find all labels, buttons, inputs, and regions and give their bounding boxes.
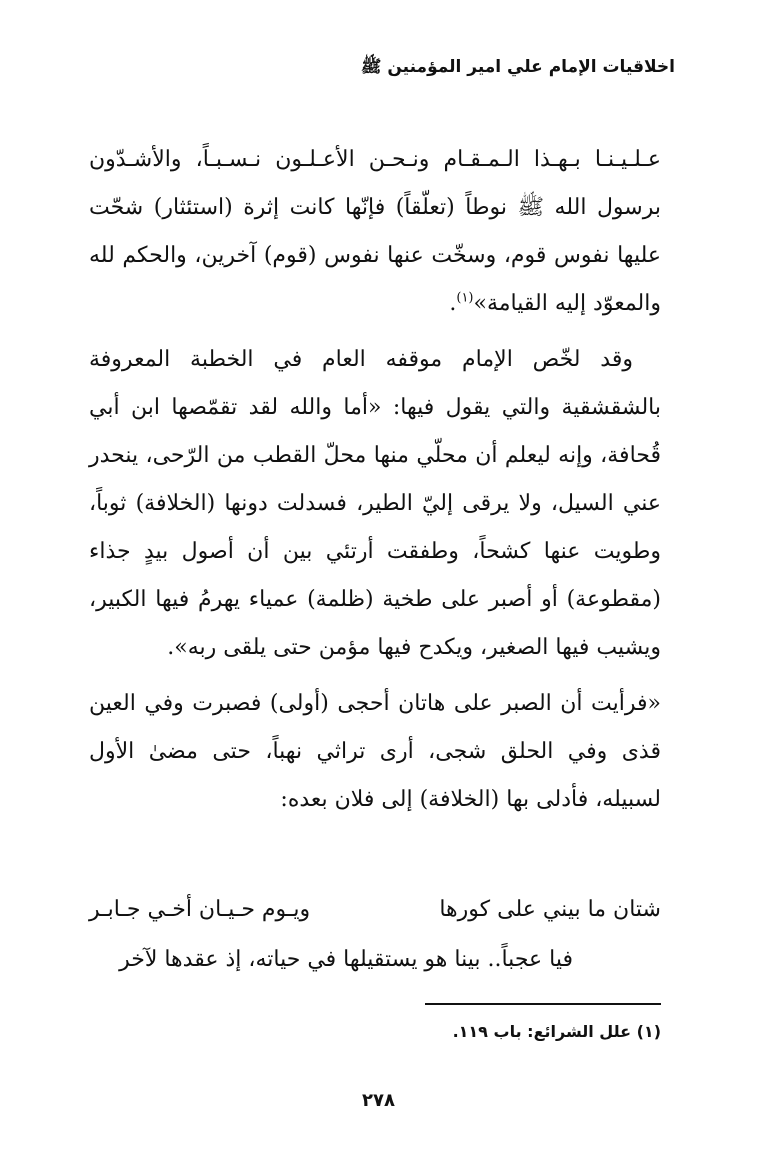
verse-line-1 [89,885,661,935]
paragraph-1 [89,136,661,328]
page-number: ٢٧٨ [362,1090,395,1111]
footnote-1: (١) علل الشرائع: باب ١١٩. [452,1022,661,1041]
running-header: اخلاقيات الإمام علي امير المؤمنين ﷺ [360,57,675,77]
paragraph-3: «فرأيت أن الصبر على هاتان أحجى (أولى) فصبرت وفي العين قذى وفي الحلق شجى، أرى تراثي نهباً، حتى مضىٰ الأول لسبيله، فأدلى بها (الخلافة) إلى فلان بعده: [89,691,661,812]
footnote-reference[interactable]: (١) [456,290,474,306]
verse-hemistich-left: ويـوم حـيـان أخـي جـابـر [89,897,311,922]
verse-line-2 [89,935,661,985]
verse-line-2-text: فيا عجباً.. بينا هو يستقيلها في حياته، إذ عقدها لآخر [119,947,573,972]
footnote-divider [425,1003,661,1005]
poetry-verse [89,885,661,985]
verse-hemistich-right: شتان ما بيني على كورها [439,897,661,922]
paragraph-1-end: . [449,291,457,316]
paragraph-2: وقد لخّص الإمام موقفه العام في الخطبة المعروفة بالشقشقية والتي يقول فيها: «أما والله لقد تقمّصها ابن أبي قُحافة، وإنه ليعلم أن محلّي منها محلّ القطب من الرّحى، ينحدر عني السيل، ولا يرقى إليّ الطير، فسدلت دونها (الخلافة) ثوباً، وطويت عنها كشحاً، وطفقت أرتئي بين أن أصول بيدٍ جذاء (مقطوعة) أو أصبر على طخية (ظلمة) عمياء يهرمُ فيها الكبير، ويشيب فيها الصغير، ويكدح فيها مؤمن حتى يلقى ربه». [89,347,661,660]
body-text [89,136,661,824]
paragraph-1-text: عـلـيـنـا بـهـذا الـمـقـام ونـحـن الأعـلـون نـسـبـاً، والأشـدّون برسول الله ﷺ نوطاً (تعلّقاً) فإنّها كانت إثرة (استئثار) شحّت عليها نفوس قوم، وسخّت عنها نفوس (قوم) آخرين، والحكم لله والمعوّد إليه القيامة» [89,147,661,316]
